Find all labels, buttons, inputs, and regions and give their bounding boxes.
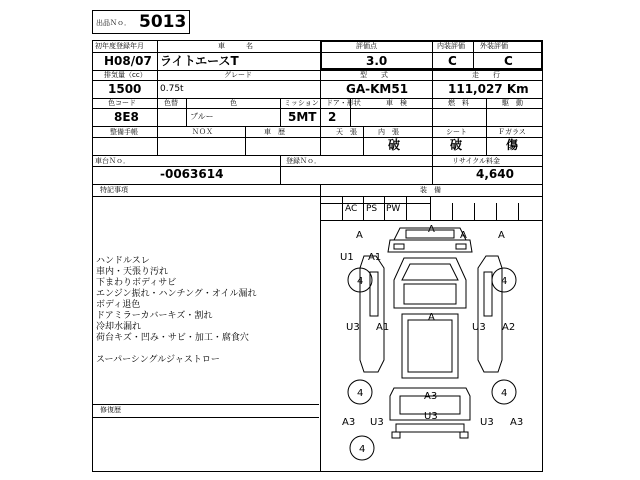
lot-number: 5013 [139,12,187,32]
note-item: ドアミラーカバーキズ・割れ [96,311,213,321]
tire-fr-value: 4 [501,276,508,287]
damage-u3-center: U3 [424,411,438,422]
grade-label: グレード [224,71,252,79]
equip-ac: AC [345,204,358,214]
reg-no-label: 登録Ｎｏ． [286,157,321,165]
vehicle-diagram [320,220,542,470]
car-name-value: ライトエースT [160,54,239,68]
seat-value: 破 [450,138,463,152]
damage-top-center: A [428,224,435,235]
damage-u1: U1 [340,252,354,263]
damage-a1-top: A1 [368,252,382,263]
nox-label: ＮＯＸ [192,128,213,136]
damage-top-right: A [460,230,467,241]
mileage-value: 111,027 Km [448,82,529,96]
score-value: 3.0 [366,54,388,68]
notes-list [96,256,256,366]
f-glass-value: 傷 [506,138,519,152]
note-item: 冷却水漏れ [96,322,142,332]
interior-label: 内装評価 [437,42,465,50]
seat-label: シート [446,128,467,136]
damage-top-left: A [356,230,363,241]
doors-label: ドア・形状 [326,99,361,107]
interior-trim-label: 内 張 [378,128,399,136]
note-item [96,344,256,355]
color-code-label: 色コード [108,99,136,107]
chassis-value: -0063614 [160,167,224,181]
chassis-label: 車台Ｎｏ． [95,157,130,165]
doors-value: 2 [328,110,337,124]
car-name-label: 車 名 [218,42,253,50]
first-reg-label: 初年度登録年月 [95,42,144,50]
damage-left-a1: A1 [376,322,390,333]
model-label: 型 式 [360,71,388,79]
note-item: ボディ退色 [96,300,141,310]
tire-rl-value: 4 [357,388,364,399]
score-label: 評価点 [356,42,377,50]
damage-u3-right: U3 [480,417,494,428]
displacement-label: 排気量（cc） [104,71,147,79]
note-item: ハンドルスレ [96,256,150,266]
note-item: スーパーシングルジャストロー [96,355,220,365]
note-item: 車内・天張り汚れ [96,267,169,277]
damage-cab-center: A [428,312,435,323]
damage-a3-right: A3 [510,417,524,428]
spare-tire-value: 4 [359,444,366,455]
damage-left-u3: U3 [346,322,360,333]
color-change-label: 色替 [164,99,178,107]
f-glass-label: Ｆガラス [498,128,526,136]
interior-value: C [448,54,457,68]
lot-number-box [92,10,190,34]
inspection-label: 車 検 [386,99,407,107]
color-code-value: 8E8 [114,110,139,124]
drive-label: 駆 動 [502,99,523,107]
mileage-label: 走 行 [472,71,500,79]
damage-top-far-right: A [498,230,505,241]
lot-label: 出品Ｎｏ． [96,19,131,27]
exterior-label: 外装評価 [480,42,508,50]
notes-label: 特記事項 [100,186,128,194]
equip-pw: PW [386,204,401,214]
recycle-value: 4,640 [476,167,514,181]
note-item: エンジン振れ・ハンチング・オイル漏れ [96,289,257,299]
equip-ps: PS [366,204,378,214]
interior-trim-value: 破 [388,138,401,152]
tire-fl-value: 4 [357,276,364,287]
displacement-value: 1500 [108,82,142,96]
mission-value: 5MT [288,110,317,124]
damage-right-a2: A2 [502,322,516,333]
repair-label: 修復歴 [100,406,121,414]
model-value: GA-KM51 [346,82,409,96]
equipment-label: 装 備 [420,186,441,194]
damage-a3-left: A3 [342,417,356,428]
history-label: 車 歴 [264,128,285,136]
mission-label: ミッション [284,99,319,107]
damage-a3-center: A3 [424,391,438,402]
fuel-label: 燃 料 [448,99,469,107]
color-value: ブルー [190,112,214,121]
exterior-value: C [504,54,513,68]
recycle-label: リサイクル料金 [452,157,501,165]
damage-right-u3: U3 [472,322,486,333]
tire-rr-value: 4 [501,388,508,399]
ceiling-label: 天 張 [336,128,357,136]
first-reg-value: H08/07 [104,54,152,68]
damage-u3-left: U3 [370,417,384,428]
note-item: 下まわりボディサビ [96,278,177,288]
color-label: 色 [230,99,237,107]
maintenance-label: 整備手帳 [110,128,138,136]
note-item: 荷台キズ・凹み・サビ・加工・腐食穴 [96,333,249,343]
grade-value: 0.75t [160,84,184,94]
